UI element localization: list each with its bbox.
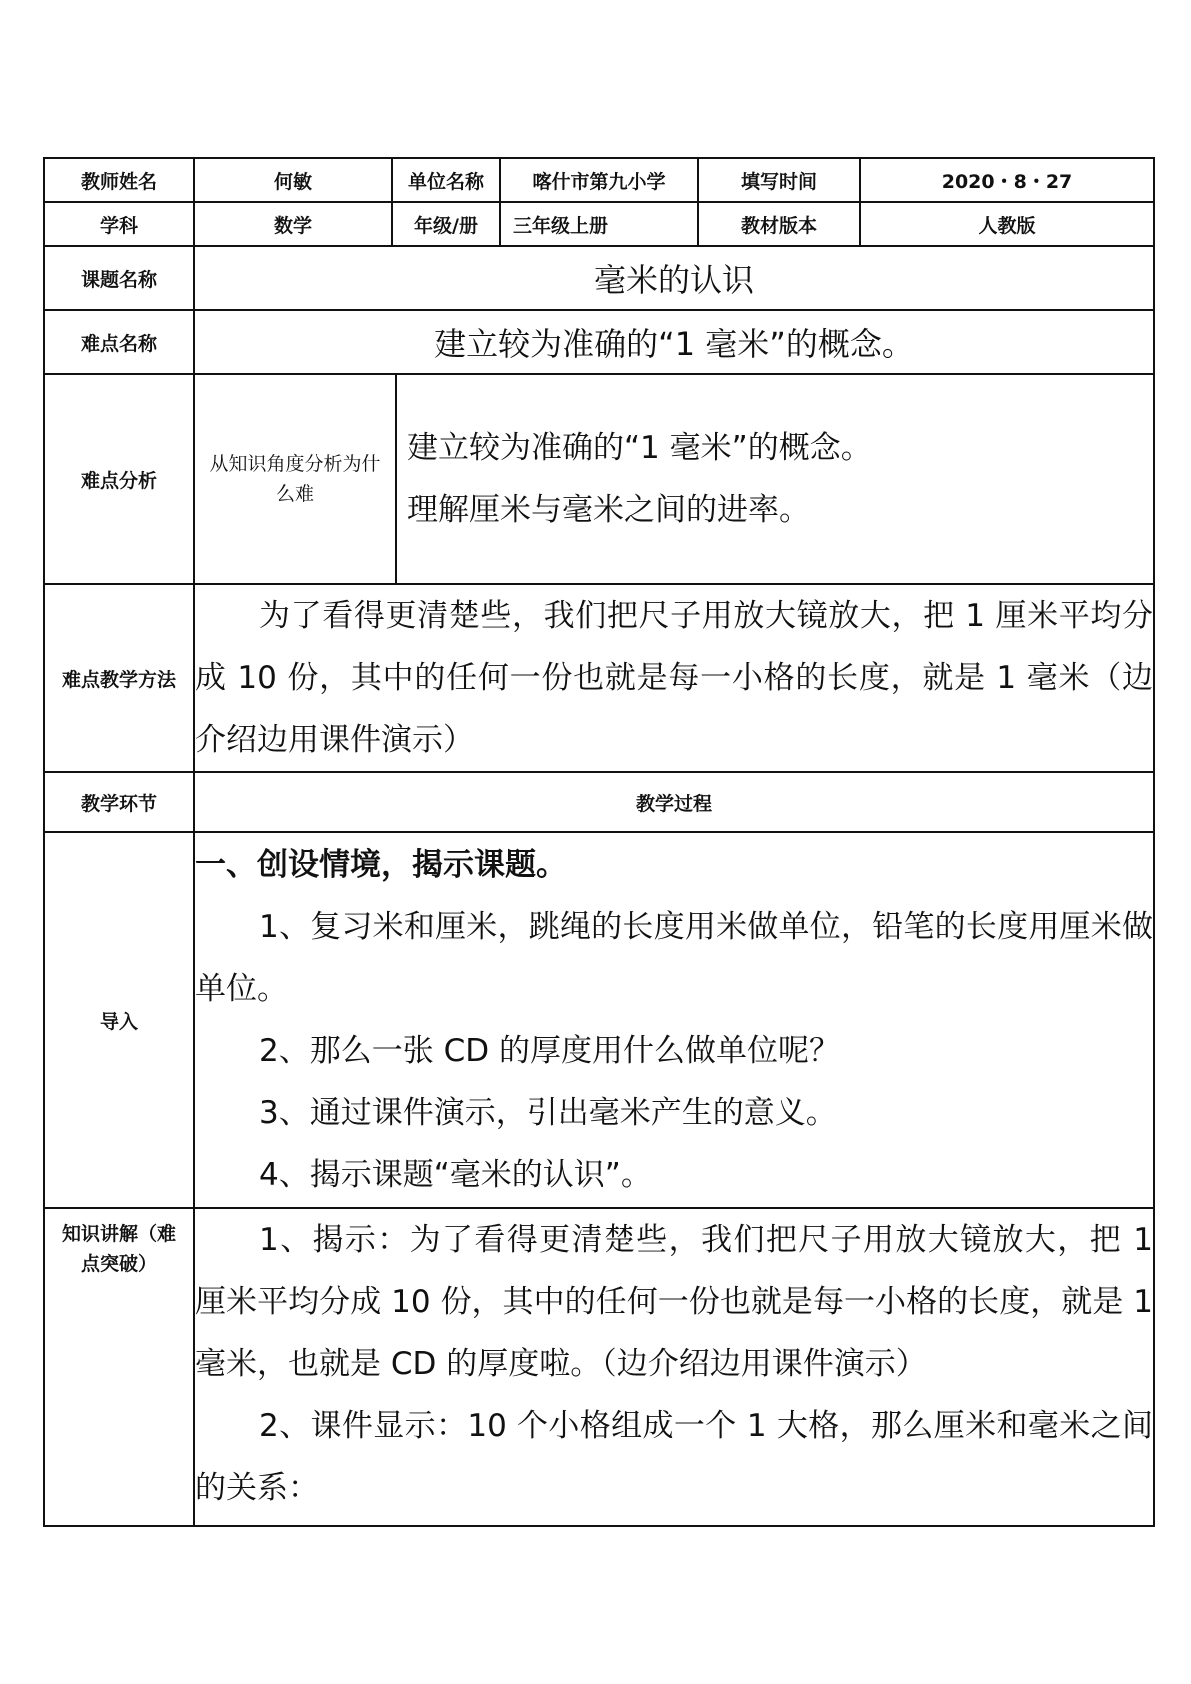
fill-time-label: 填写时间 bbox=[698, 158, 860, 202]
topic-value: 毫米的认识 bbox=[194, 246, 1154, 310]
method-text: 为了看得更清楚些，我们把尺子用放大镜放大，把 1 厘米平均分成 10 份，其中的任何一份也就是每一小格的长度，就是 1 毫米（边介绍边用课件演示） bbox=[195, 598, 1153, 758]
explain-item-2: 2、课件显示：10 个小格组成一个 1 大格，那么厘米和毫米之间的关系： bbox=[195, 1408, 1153, 1506]
subject-label: 学科 bbox=[44, 202, 194, 246]
topic-label: 课题名称 bbox=[44, 246, 194, 310]
edition-label: 教材版本 bbox=[698, 202, 860, 246]
method-label: 难点教学方法 bbox=[44, 584, 194, 772]
grade-value: 三年级上册 bbox=[500, 202, 698, 246]
intro-heading: 一、创设情境，揭示课题。 bbox=[195, 847, 567, 883]
topic-row bbox=[44, 246, 1154, 310]
explain-cell bbox=[194, 1208, 1154, 1526]
grade-label: 年级/册 bbox=[392, 202, 500, 246]
difficulty-row bbox=[44, 310, 1154, 374]
teacher-name-value: 何敏 bbox=[194, 158, 392, 202]
intro-row bbox=[44, 832, 1154, 1208]
analysis-label: 难点分析 bbox=[44, 374, 194, 584]
explain-label: 知识讲解（难点突破） bbox=[44, 1208, 194, 1526]
method-cell bbox=[194, 584, 1154, 772]
intro-item-3: 3、通过课件演示，引出毫米产生的意义。 bbox=[259, 1095, 837, 1131]
header-row-2 bbox=[44, 202, 1154, 246]
lesson-plan-table bbox=[43, 157, 1155, 1527]
intro-item-2: 2、那么一张 CD 的厚度用什么做单位呢？ bbox=[259, 1033, 840, 1069]
process-header-value: 教学过程 bbox=[194, 772, 1154, 832]
analysis-line-2: 理解厘米与毫米之间的进率。 bbox=[407, 492, 810, 528]
process-header-row bbox=[44, 772, 1154, 832]
analysis-sub-label: 从知识角度分析为什么难 bbox=[195, 375, 397, 583]
analysis-cell bbox=[194, 374, 1154, 584]
method-row bbox=[44, 584, 1154, 772]
analysis-line-1: 建立较为准确的“1 毫米”的概念。 bbox=[407, 430, 872, 466]
unit-value: 喀什市第九小学 bbox=[500, 158, 698, 202]
subject-value: 数学 bbox=[194, 202, 392, 246]
intro-cell bbox=[194, 832, 1154, 1208]
difficulty-label: 难点名称 bbox=[44, 310, 194, 374]
header-row-1 bbox=[44, 158, 1154, 202]
explain-row bbox=[44, 1208, 1154, 1526]
fill-time-value: 2020・8・27 bbox=[860, 158, 1154, 202]
intro-item-1: 1、复习米和厘米，跳绳的长度用米做单位，铅笔的长度用厘米做单位。 bbox=[195, 909, 1153, 1007]
unit-label: 单位名称 bbox=[392, 158, 500, 202]
analysis-row bbox=[44, 374, 1154, 584]
process-header-label: 教学环节 bbox=[44, 772, 194, 832]
difficulty-value: 建立较为准确的“1 毫米”的概念。 bbox=[194, 310, 1154, 374]
edition-value: 人教版 bbox=[860, 202, 1154, 246]
intro-item-4: 4、揭示课题“毫米的认识”。 bbox=[259, 1157, 652, 1193]
analysis-content bbox=[397, 375, 1153, 583]
teacher-name-label: 教师姓名 bbox=[44, 158, 194, 202]
intro-label: 导入 bbox=[44, 832, 194, 1208]
explain-item-1: 1、揭示：为了看得更清楚些，我们把尺子用放大镜放大，把 1 厘米平均分成 10 份，其中的任何一份也就是每一小格的长度，就是 1 毫米，也就是 CD 的厚度啦。（边介绍边用课件演示） bbox=[195, 1222, 1153, 1382]
